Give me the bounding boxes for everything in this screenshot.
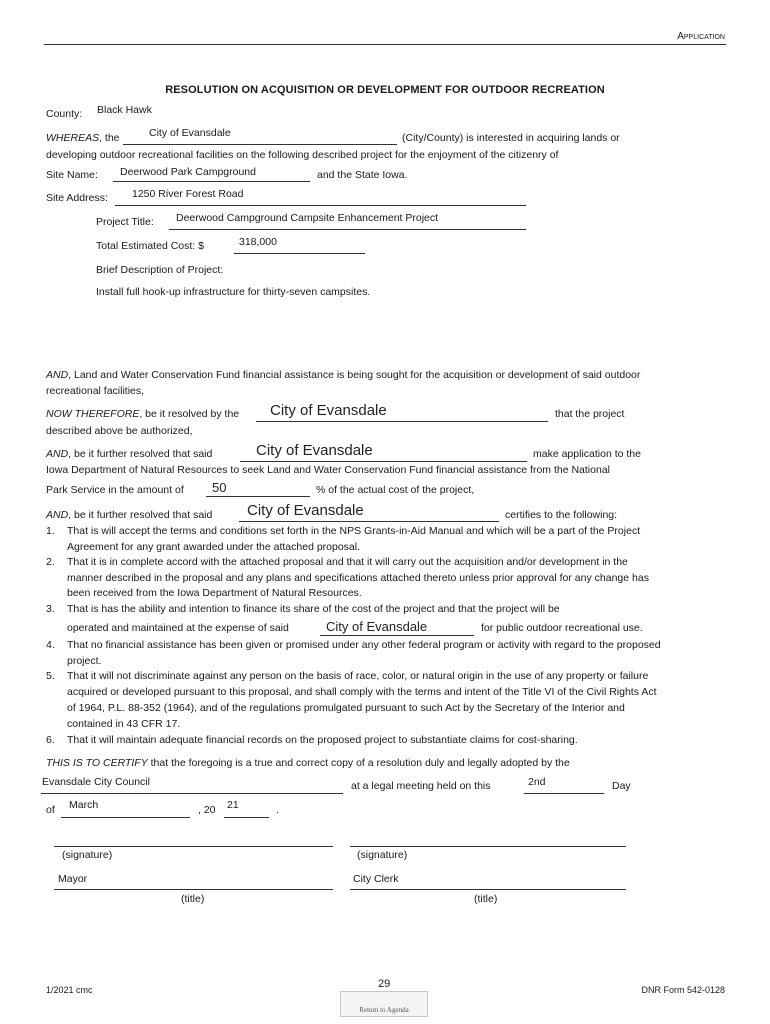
certify-lead: THIS IS TO CERTIFY bbox=[46, 757, 148, 769]
brief-description-field[interactable]: Install full hook-up infrastructure for thirty-seven campsites. bbox=[96, 286, 371, 298]
application-line-3: Park Service in the amount of bbox=[46, 484, 184, 496]
total-cost-underline bbox=[234, 253, 365, 254]
day-label: Day bbox=[612, 780, 631, 792]
site-address-underline bbox=[115, 205, 526, 206]
item-1-line-2: Agreement for any grant awarded under the attached proposal. bbox=[67, 541, 361, 553]
right-title-line bbox=[350, 889, 626, 890]
now-therefore-line-1 bbox=[46, 408, 239, 420]
site-name-after: and the State Iowa. bbox=[317, 169, 408, 181]
meeting-text: at a legal meeting held on this bbox=[351, 780, 491, 792]
right-signature-label: (signature) bbox=[357, 849, 408, 861]
item-3-underline bbox=[320, 635, 474, 636]
now-therefore-lead: NOW THEREFORE bbox=[46, 408, 140, 420]
item-2-line-2: manner described in the proposal and any plans and specifications attached thereto unless prior approval for any change has bbox=[67, 572, 649, 584]
whereas-the: , the bbox=[99, 132, 120, 144]
now-therefore-text: , be it resolved by the bbox=[139, 408, 240, 420]
item-5-number: 5. bbox=[46, 670, 55, 682]
left-signature-line bbox=[54, 846, 333, 847]
application-lead: AND bbox=[46, 448, 69, 460]
certify-line bbox=[46, 757, 570, 769]
now-therefore-underline bbox=[256, 421, 548, 422]
project-title-label: Project Title: bbox=[96, 216, 154, 228]
percent-underline bbox=[206, 496, 310, 497]
day-field[interactable]: 2nd bbox=[528, 776, 546, 788]
item-2-number: 2. bbox=[46, 556, 55, 568]
left-signature-label: (signature) bbox=[62, 849, 113, 861]
percent-after: % of the actual cost of the project, bbox=[316, 484, 475, 496]
year-underline bbox=[224, 817, 269, 818]
lwcf-lead: AND bbox=[46, 369, 69, 381]
application-underline bbox=[240, 461, 527, 462]
item-6-line-1: That it will maintain adequate financial records on the proposed project to substantiate claims for cost-sharing. bbox=[67, 734, 578, 746]
whereas-after: (City/County) is interested in acquiring lands or bbox=[402, 132, 620, 144]
item-1-number: 1. bbox=[46, 525, 55, 537]
now-therefore-after: that the project bbox=[555, 408, 625, 420]
application-line-2: Iowa Department of Natural Resources to seek Land and Water Conservation Fund financial assistance from the National bbox=[46, 464, 610, 476]
total-cost-field[interactable]: 318,000 bbox=[239, 236, 277, 248]
application-line-1 bbox=[46, 448, 212, 460]
item-2-line-3: been received from the Iowa Department of Natural Resources. bbox=[67, 587, 362, 599]
item-5-line-3: of 1964, P.L. 88-352 (1964), and of the regulations promulgated pursuant to such Act by the Secretary of the Interior and bbox=[67, 702, 625, 714]
now-therefore-city-field[interactable]: City of Evansdale bbox=[270, 402, 387, 419]
item-3-city-field[interactable]: City of Evansdale bbox=[326, 619, 428, 634]
certifies-city-field[interactable]: City of Evansdale bbox=[247, 502, 364, 519]
site-address-label: Site Address: bbox=[46, 192, 108, 204]
year-field[interactable]: 21 bbox=[227, 799, 239, 811]
now-therefore-line-2: described above be authorized, bbox=[46, 425, 193, 437]
form-number: DNR Form 542-0128 bbox=[641, 985, 725, 995]
year-period: . bbox=[276, 804, 279, 816]
left-title-value[interactable]: Mayor bbox=[58, 873, 88, 885]
item-5-line-4: contained in 43 CFR 17. bbox=[67, 718, 181, 730]
return-to-agenda-stamp bbox=[340, 991, 428, 1017]
project-title-underline bbox=[169, 229, 526, 230]
header-rule bbox=[44, 44, 726, 45]
application-after: make application to the bbox=[533, 448, 641, 460]
certify-text: that the foregoing is a true and correct copy of a resolution duly and legally adopted by the bbox=[147, 757, 570, 769]
left-title-line bbox=[54, 889, 333, 890]
whereas-city-field[interactable]: City of Evansdale bbox=[149, 127, 231, 139]
right-title-value[interactable]: City Clerk bbox=[353, 873, 399, 885]
of-label: of bbox=[46, 804, 55, 816]
page-title: RESOLUTION ON ACQUISITION OR DEVELOPMENT FOR OUTDOOR RECREATION bbox=[165, 84, 605, 96]
whereas-city-underline bbox=[123, 144, 397, 145]
county-field[interactable]: Black Hawk bbox=[97, 104, 152, 116]
page-number: 29 bbox=[378, 978, 391, 990]
header-label: Application bbox=[677, 31, 725, 42]
site-name-field[interactable]: Deerwood Park Campground bbox=[120, 166, 256, 178]
application-text: , be it further resolved that said bbox=[68, 448, 213, 460]
certifies-underline bbox=[239, 521, 499, 522]
whereas-line-1 bbox=[46, 132, 120, 144]
month-field[interactable]: March bbox=[69, 799, 99, 811]
day-underline bbox=[524, 793, 604, 794]
council-field[interactable]: Evansdale City Council bbox=[42, 776, 150, 788]
right-signature-line bbox=[350, 846, 626, 847]
certifies-text: , be it further resolved that said bbox=[68, 509, 213, 521]
whereas-lead: WHEREAS bbox=[46, 132, 100, 144]
site-address-field[interactable]: 1250 River Forest Road bbox=[132, 188, 244, 200]
footer-date: 1/2021 cmc bbox=[46, 985, 93, 995]
brief-description-label: Brief Description of Project: bbox=[96, 264, 224, 276]
certifies-lead: AND bbox=[46, 509, 69, 521]
item-4-number: 4. bbox=[46, 639, 55, 651]
application-city-field[interactable]: City of Evansdale bbox=[256, 442, 373, 459]
lwcf-line-1 bbox=[46, 369, 640, 381]
project-title-field[interactable]: Deerwood Campground Campsite Enhancement Project bbox=[176, 212, 439, 224]
item-3-line-2: operated and maintained at the expense of said bbox=[67, 622, 289, 634]
item-1-line-1: That is will accept the terms and conditions set forth in the NPS Grants-in-Aid Manual and which will be a part of the Project bbox=[67, 525, 641, 537]
certifies-after: certifies to the following: bbox=[505, 509, 618, 521]
site-name-underline bbox=[113, 181, 310, 182]
return-to-agenda-label: Return to Agenda bbox=[359, 1006, 409, 1014]
county-label: County: bbox=[46, 108, 83, 120]
month-underline bbox=[61, 817, 190, 818]
whereas-line-2: developing outdoor recreational facilities on the following described project for the enjoyment of the citizenry of bbox=[46, 149, 559, 161]
item-2-line-1: That it is in complete accord with the attached proposal and that it will carry out the acquisition and/or development in the bbox=[67, 556, 628, 568]
item-5-line-1: That it will not discriminate against any person on the basis of race, color, or natural origin in the use of any property or failure bbox=[67, 670, 649, 682]
item-3-line-1: That is has the ability and intention to finance its share of the cost of the project and that the project will be bbox=[67, 603, 560, 615]
left-title-label: (title) bbox=[181, 893, 205, 905]
site-name-label: Site Name: bbox=[46, 169, 98, 181]
lwcf-line-2: recreational facilities, bbox=[46, 385, 145, 397]
total-cost-label: Total Estimated Cost: $ bbox=[96, 240, 204, 252]
right-title-label: (title) bbox=[474, 893, 498, 905]
year-prefix: , 20 bbox=[198, 804, 216, 816]
percent-field[interactable]: 50 bbox=[212, 480, 227, 495]
council-underline bbox=[41, 793, 343, 794]
item-3-after: for public outdoor recreational use. bbox=[481, 622, 643, 634]
item-4-line-1: That no financial assistance has been given or promised under any other federal program or activity with regard to the proposed bbox=[67, 639, 661, 651]
item-3-number: 3. bbox=[46, 603, 55, 615]
lwcf-text: , Land and Water Conservation Fund financial assistance is being sought for the acquisition or development of said outdoor bbox=[68, 369, 641, 381]
item-4-line-2: project. bbox=[67, 655, 102, 667]
certifies-line-1 bbox=[46, 509, 212, 521]
item-5-line-2: acquired or developed pursuant to this proposal, and shall comply with the terms and intent of the Title VI of the Civil Rights Act bbox=[67, 686, 657, 698]
item-6-number: 6. bbox=[46, 734, 55, 746]
